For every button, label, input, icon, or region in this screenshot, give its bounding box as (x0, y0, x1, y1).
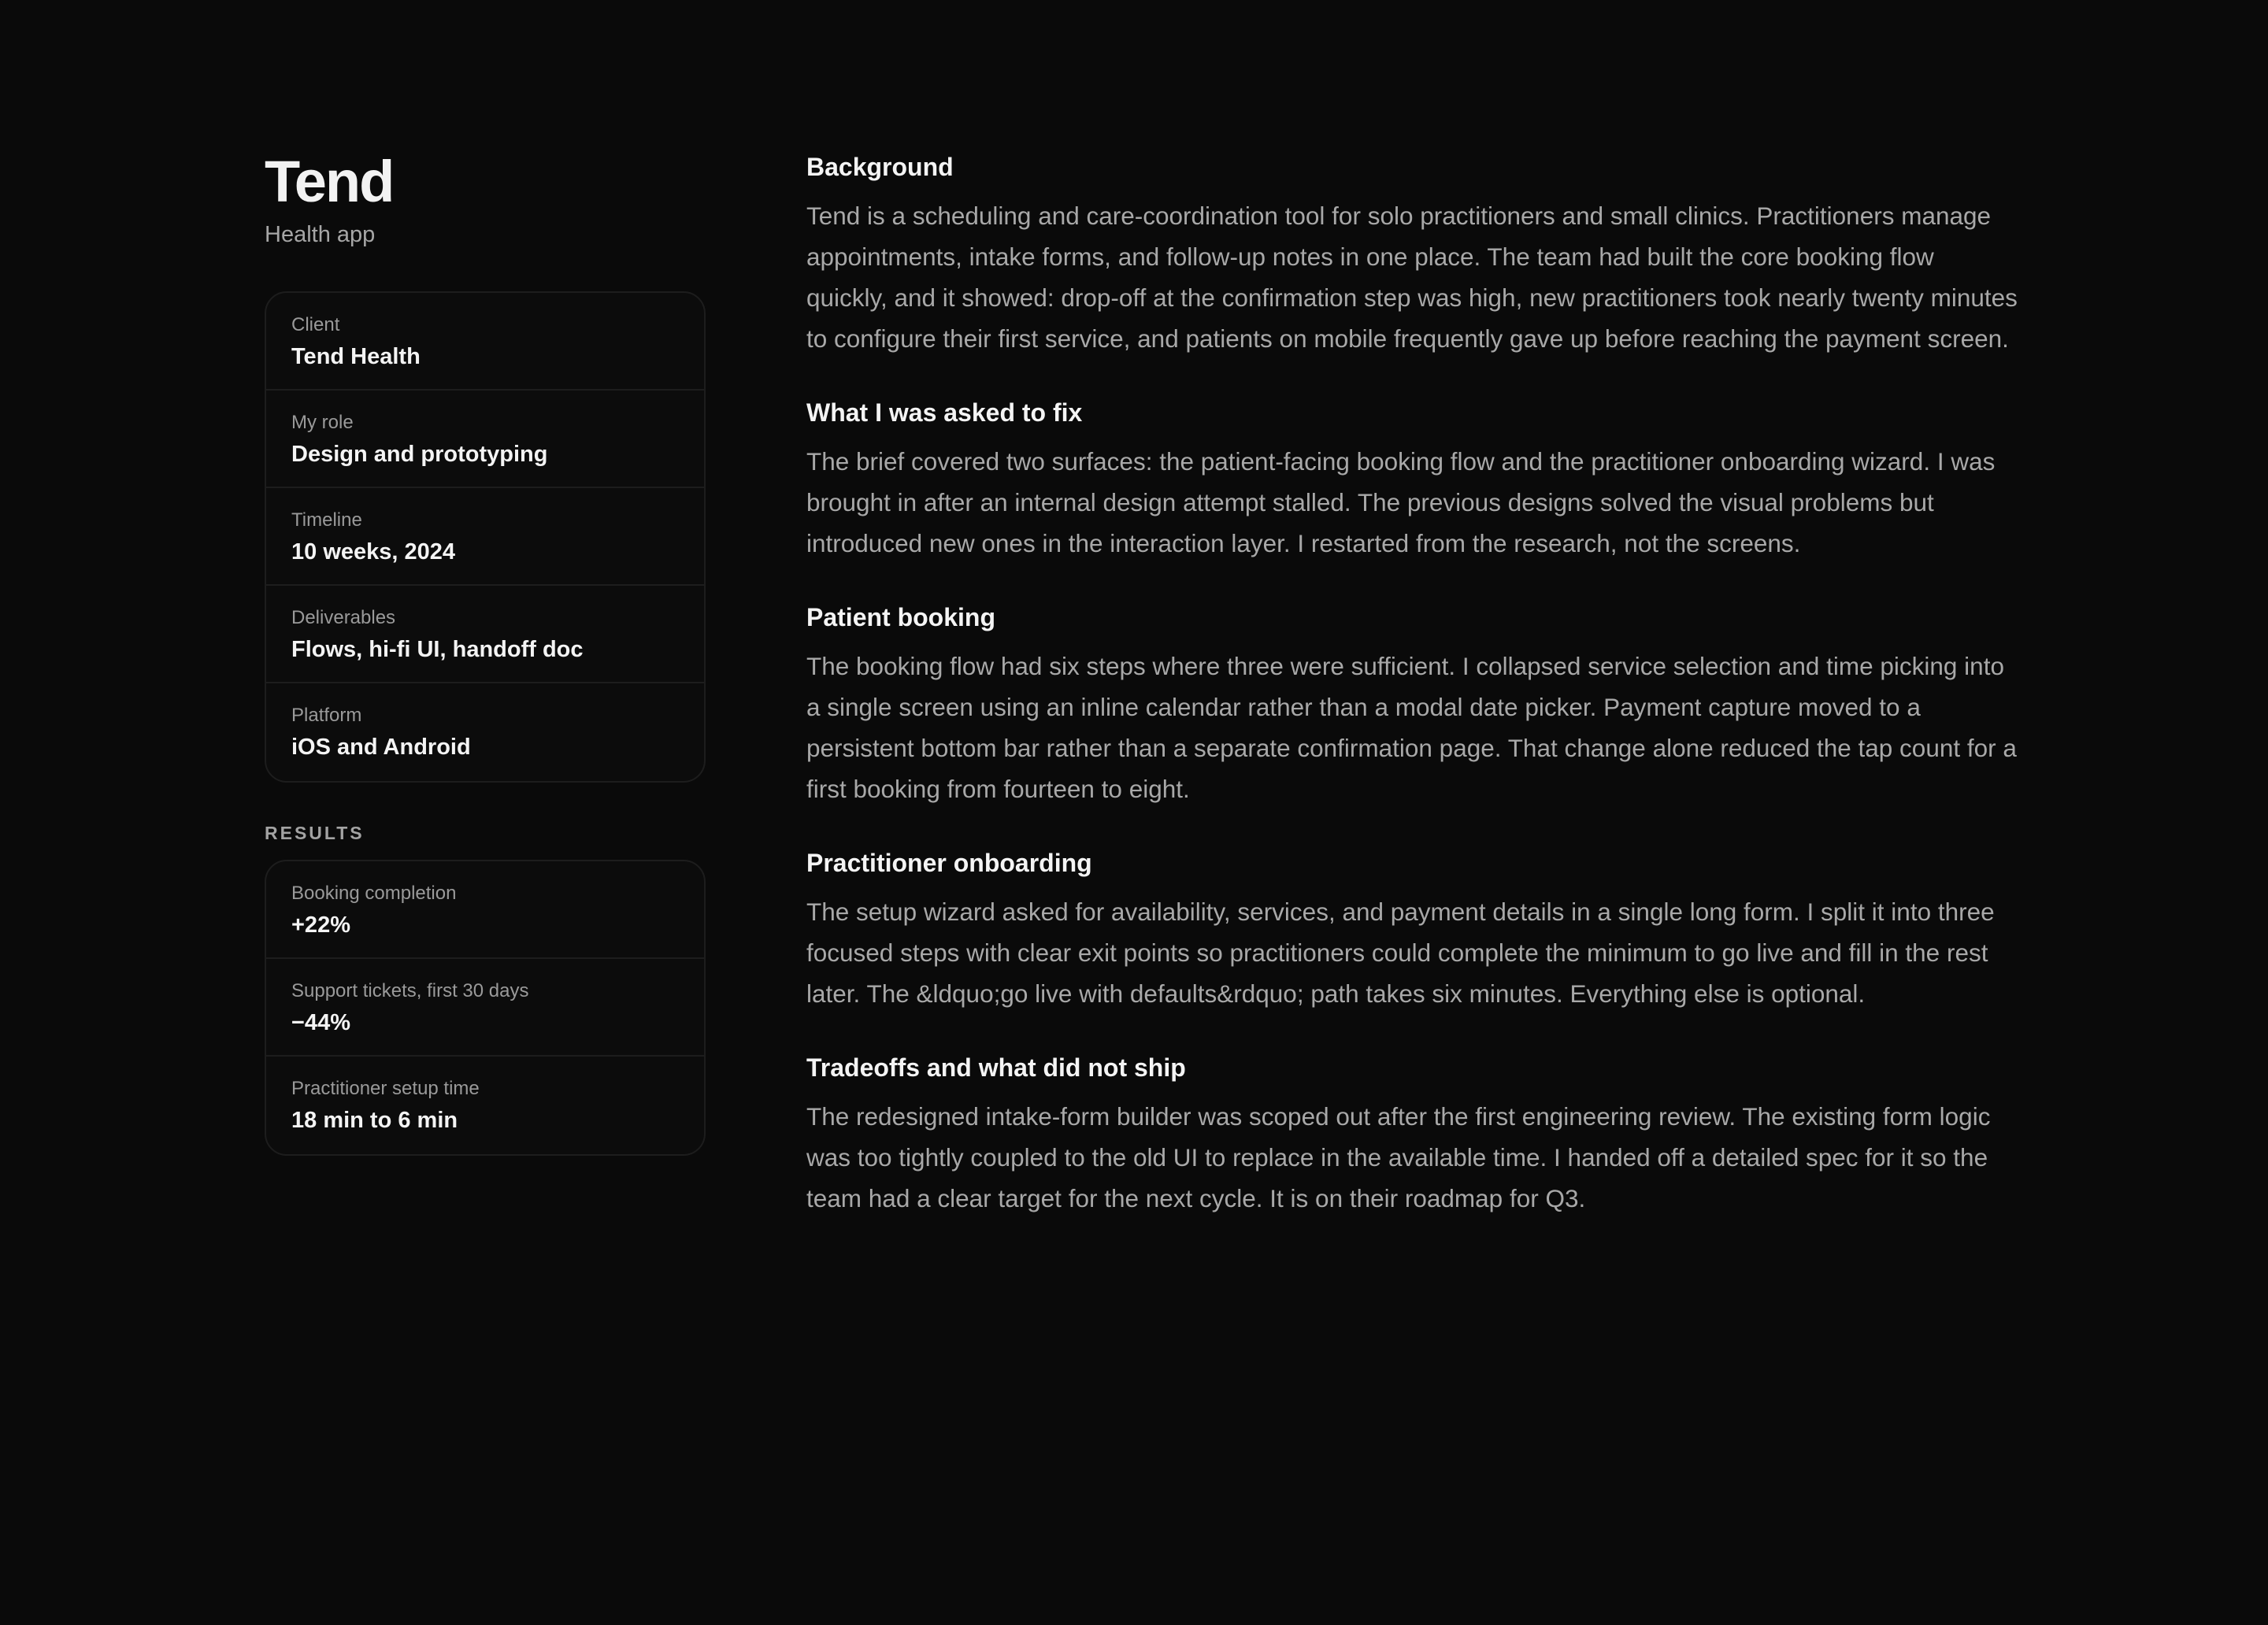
section-heading: Background (806, 153, 954, 181)
result-row-setup-time (266, 1057, 704, 1154)
detail-label: Timeline (291, 509, 362, 531)
section-body: The redesigned intake-form builder was scoped out after the first engineering review. The existing form logic was too tightly coupled to the old UI to replace in the available time. I handed off a detailed spec for it so the team had a clear target for the next cycle. It is on their roadmap for Q3. (806, 1102, 1991, 1212)
detail-label: Deliverables (291, 607, 396, 628)
section-heading: What I was asked to fix (806, 398, 1083, 427)
detail-value: iOS and Android (291, 735, 471, 760)
section-practitioner-onboarding (806, 847, 2019, 1014)
section-body: The booking flow had six steps where three were sufficient. I collapsed service selection and time picking into a single screen using an inline calendar rather than a modal date picker. Payment capture moved to a persistent bottom bar rather than a separate confirmation page. That change alone reduced the tap count for a first booking from fourteen to eight. (806, 652, 2017, 803)
section-asked-to-fix (806, 397, 2019, 564)
results-heading: RESULTS (265, 823, 365, 843)
detail-label: My role (291, 412, 354, 433)
result-row-booking-completion (266, 861, 704, 959)
result-value: +22% (291, 912, 350, 938)
section-background (806, 151, 2019, 359)
detail-value: Tend Health (291, 344, 421, 369)
project-title: Tend (265, 149, 394, 214)
project-details-card (265, 291, 706, 783)
detail-value: Design and prototyping (291, 442, 548, 467)
results-card (265, 860, 706, 1156)
section-tradeoffs (806, 1052, 2019, 1219)
section-body: Tend is a scheduling and care-coordination tool for solo practitioners and small clinics. Practitioners manage appointments, intake forms, and follow-up notes in one place. The team had built the core booking flow quickly, and it showed: drop-off at the confirmation step was high, new practitioners took nearly twenty minutes to configure their first service, and patients on mobile frequently gave up before reaching the payment screen. (806, 202, 2018, 353)
detail-label: Platform (291, 705, 362, 726)
section-body: The setup wizard asked for availability, services, and payment details in a single long form. I split it into three focused steps with clear exit points so practitioners could complete the minimum to go live and fill in the rest later. The &ldquo;go live with defaults&rdquo; path takes six minutes. Everything else is optional. (806, 898, 1995, 1008)
project-subtitle: Health app (265, 222, 376, 247)
detail-value: 10 weeks, 2024 (291, 539, 456, 564)
result-value: −44% (291, 1010, 350, 1035)
result-label: Support tickets, first 30 days (291, 980, 529, 1001)
section-heading: Tradeoffs and what did not ship (806, 1053, 1186, 1082)
detail-label: Client (291, 314, 340, 335)
result-label: Practitioner setup time (291, 1078, 480, 1099)
section-patient-booking (806, 602, 2019, 809)
detail-row-timeline (266, 488, 704, 586)
detail-row-role (266, 391, 704, 488)
result-row-support-tickets (266, 959, 704, 1057)
detail-row-platform (266, 683, 704, 781)
section-heading: Patient booking (806, 603, 995, 631)
section-body: The brief covered two surfaces: the patient-facing booking flow and the practitioner onboarding wizard. I was brought in after an internal design attempt stalled. The previous designs solved the visual problems but introduced new ones in the interaction layer. I restarted from the research, not the screens. (806, 447, 1996, 557)
project-sidebar (265, 150, 706, 1156)
case-study-content (806, 151, 2019, 1257)
detail-row-client (266, 293, 704, 391)
detail-row-deliverables (266, 586, 704, 683)
section-heading: Practitioner onboarding (806, 849, 1092, 877)
detail-value: Flows, hi-fi UI, handoff doc (291, 637, 584, 662)
result-label: Booking completion (291, 883, 457, 904)
result-value: 18 min to 6 min (291, 1108, 458, 1133)
